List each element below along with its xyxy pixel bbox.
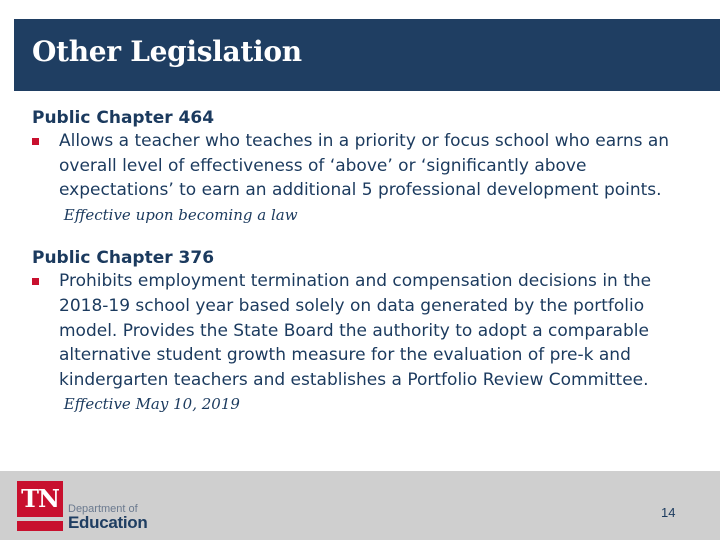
effective-date: Effective upon becoming a law — [59, 205, 298, 224]
section-heading: Public Chapter 376 — [32, 248, 215, 269]
logo-department-text: Department of — [68, 503, 138, 515]
slide-content — [32, 107, 682, 437]
effective-date: Effective May 10, 2019 — [59, 395, 240, 414]
section-public-chapter-464 — [32, 107, 682, 227]
bullet-item — [32, 129, 682, 227]
bullet-square-icon — [32, 138, 39, 145]
bullet-text: Allows a teacher who teaches in a priority or focus school who earns an overall level of effectiveness of ‘above’ or ‘significantly above expectations’ to earn an additional 5 professional development points. — [59, 131, 670, 201]
page-number: 14 — [661, 505, 676, 520]
logo-stripe — [17, 521, 63, 531]
logo-education-text: Education — [68, 513, 148, 532]
section-public-chapter-376 — [32, 247, 682, 417]
bullet-text: Prohibits employment termination and compensation decisions in the 2018-19 school year based solely on data generated by the portfolio model. Provides the State Board the authority to adopt a comparable alternative student growth measure for the evaluation of pre-k and kindergarten teachers and establishes a Portfolio Review Committee. — [59, 271, 652, 390]
bullet-square-icon — [32, 278, 39, 285]
tn-logo-mark: TN — [17, 481, 63, 517]
footer-bar — [0, 471, 720, 540]
bullet-item — [32, 269, 682, 417]
section-heading: Public Chapter 464 — [32, 108, 215, 128]
slide-title: Other Legislation — [32, 35, 302, 68]
tn-department-of-education-logo — [17, 481, 152, 533]
title-bar — [14, 19, 720, 91]
